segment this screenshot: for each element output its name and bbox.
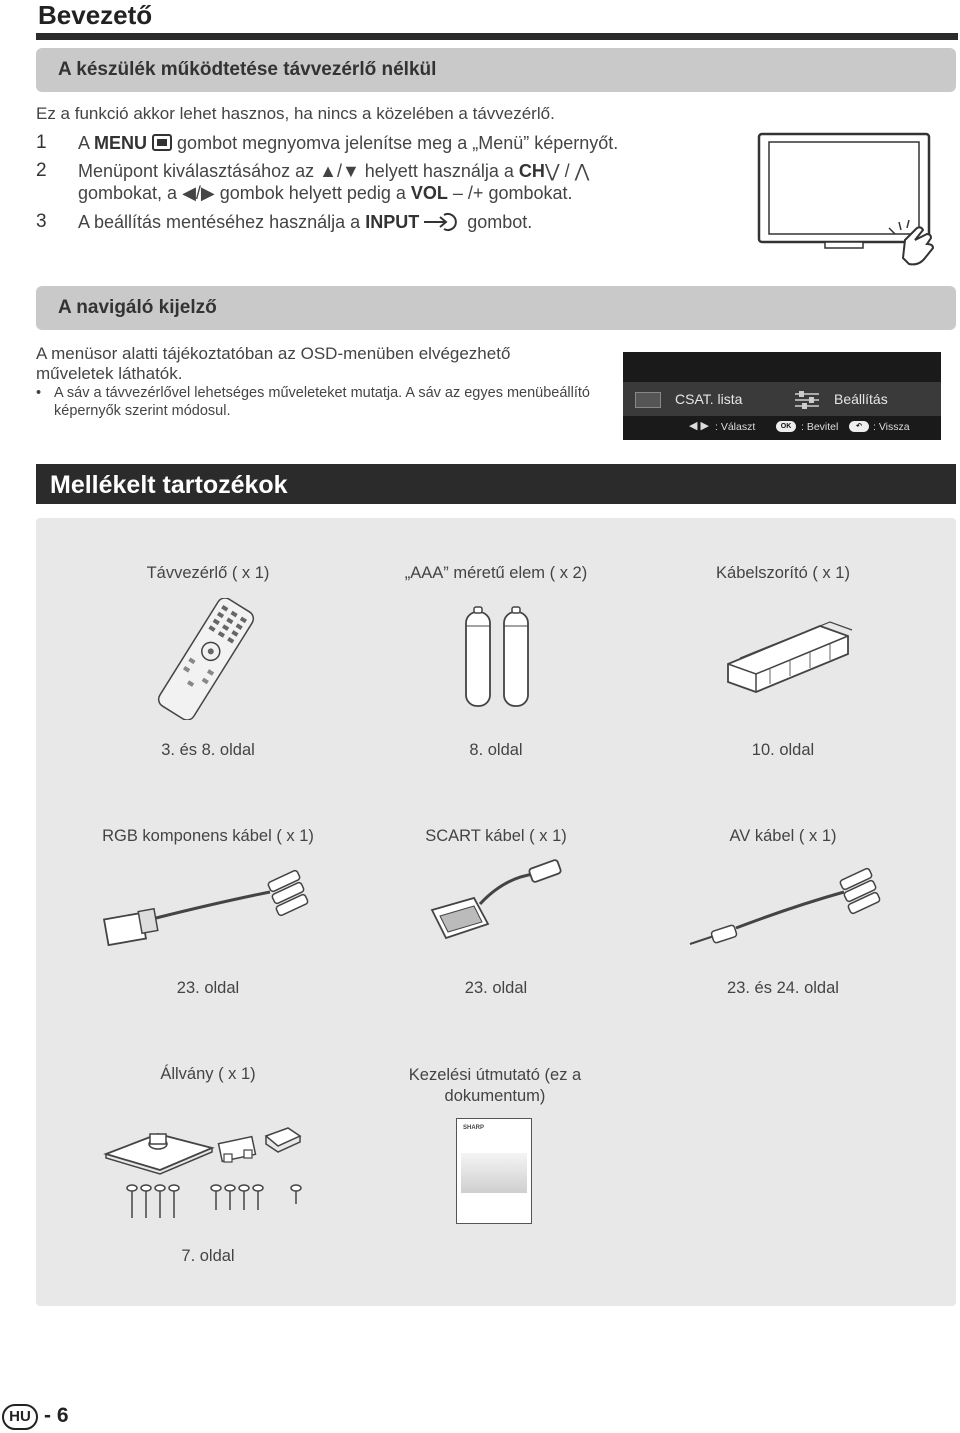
accessory-name: Távvezérlő ( x 1) (146, 564, 270, 582)
step-1-text: A MENU gombot megnyomva jelenítse meg a „Menü” képernyőt. (78, 133, 619, 153)
accessory-name: „AAA” méretű elem ( x 2) (404, 564, 588, 582)
cable-clamp-image (720, 614, 860, 700)
step-3-text: A beállítás mentéséhez használja a INPUT gombot. (78, 212, 532, 237)
stand-image (100, 1118, 330, 1228)
return-icon: ↶ (849, 421, 869, 432)
nav-item-settings: Beállítás (834, 391, 888, 407)
section-heading-navigation: A navigáló kijelző (36, 286, 956, 330)
scart-cable-image (418, 858, 578, 958)
section2-bullet: • A sáv a távvezérlővel lehetséges műveleteket mutatja. A sáv az egyes menübeállító képernyők szerint módosul. (36, 385, 590, 419)
remote-control-image (150, 598, 262, 720)
section1-intro: Ez a funkció akkor lehet hasznos, ha nincs a közelében a távvezérlő. (36, 104, 555, 123)
accessory-name: Állvány ( x 1) (160, 1065, 256, 1083)
settings-sliders-icon (793, 390, 821, 415)
navigation-bar-example: CSAT. lista Beállítás ◀ ▶ : Választ OK : Bevitel ↶ : Vissza (623, 352, 941, 440)
accessory-page-ref: 10. oldal (751, 741, 815, 759)
ok-button-icon: OK (776, 421, 796, 432)
section-heading-accessories: Mellékelt tartozékok (36, 464, 956, 504)
accessory-page-ref: 8. oldal (469, 741, 523, 759)
nav-item-channel-list: CSAT. lista (675, 391, 743, 407)
user-manual-image (456, 1118, 532, 1224)
accessory-page-ref: 23. oldal (464, 979, 528, 997)
step-number: 1 (36, 132, 47, 153)
page-title: Bevezető (38, 0, 153, 30)
accessory-page-ref: 23. és 24. oldal (727, 979, 839, 997)
ch-down-up-icon: ⋁ / ⋀ (544, 161, 590, 181)
vol-minus-plus-icon: – /+ (447, 183, 489, 203)
rgb-component-cable-image (100, 862, 320, 952)
title-rule (36, 33, 958, 40)
av-cable-image (684, 862, 884, 952)
left-right-icon: ◀ ▶ (689, 420, 709, 432)
section2-para: A menüsor alatti tájékoztatóban az OSD-menüben elvégezhető műveletek láthatók. (36, 344, 511, 383)
manual-brand: SHARP (463, 1125, 485, 1131)
tv-illustration (755, 130, 940, 270)
input-icon (424, 212, 462, 237)
section-heading-no-remote: A készülék működtetése távvezérlő nélkül (36, 48, 956, 92)
accessory-page-ref: 7. oldal (181, 1247, 235, 1265)
accessory-name: AV kábel ( x 1) (729, 827, 837, 845)
page-number: - 6 (44, 1404, 69, 1427)
up-down-arrow-icon: ▲/▼ (319, 161, 360, 181)
step-2-line1: Menüpont kiválasztásához az ▲/▼ helyett használja a CH⋁ / ⋀ (78, 161, 590, 181)
step-2-line2: gombokat, a ◀/▶ gombok helyett pedig a VOL – /+ gombokat. (78, 183, 573, 203)
step-number: 3 (36, 211, 47, 232)
accessory-name: SCART kábel ( x 1) (425, 827, 567, 845)
stand-bracket-icon (219, 1137, 256, 1162)
left-right-arrow-icon: ◀/▶ (182, 183, 215, 203)
aaa-batteries-image (458, 606, 538, 710)
language-badge: HU (2, 1404, 38, 1430)
accessory-name: RGB komponens kábel ( x 1) (102, 827, 314, 845)
accessory-page-ref: 3. és 8. oldal (161, 741, 255, 759)
channel-list-icon (635, 392, 661, 408)
accessory-name: Kezelési útmutató (ez a dokumentum) (408, 1066, 582, 1105)
menu-icon (152, 134, 172, 151)
step-number: 2 (36, 160, 47, 181)
accessory-name: Kábelszorító ( x 1) (716, 564, 850, 582)
accessory-page-ref: 23. oldal (176, 979, 240, 997)
